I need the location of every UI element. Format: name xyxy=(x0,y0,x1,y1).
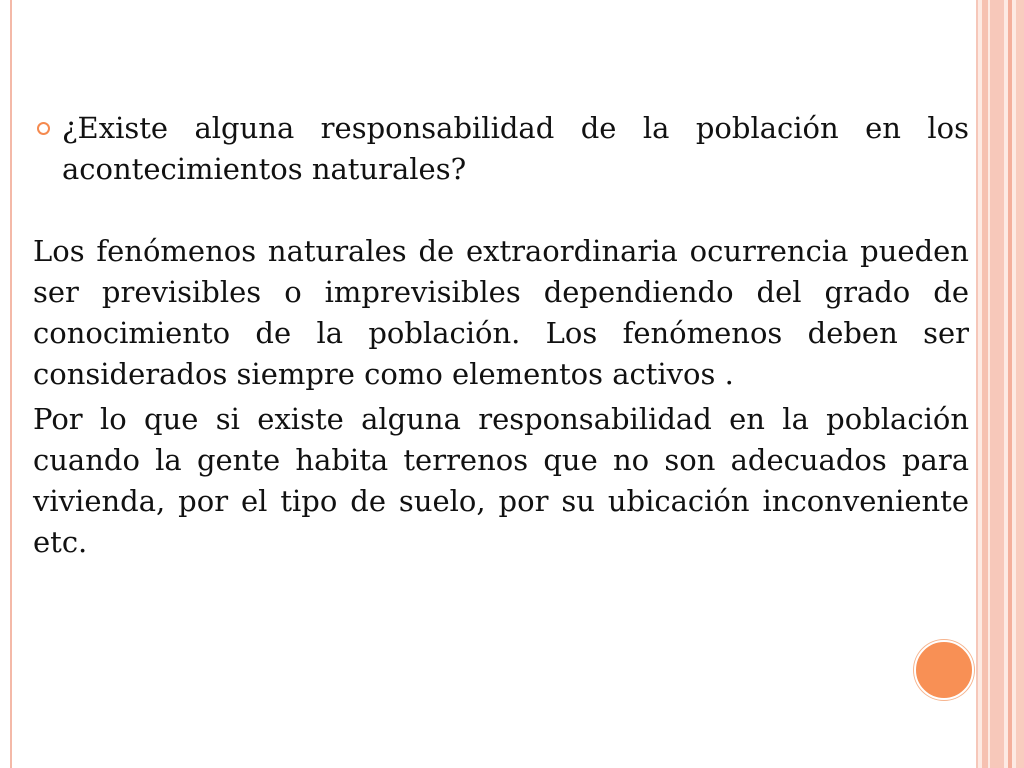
stripe xyxy=(1008,0,1012,768)
slide-content xyxy=(33,108,969,567)
paragraph-1: Los fenómenos naturales de extraordinaria ocurrencia pueden ser previsibles o imprevisibles dependiendo del grado de conocimiento de la población. Los fenómenos deben ser considerados siempre como elementos activos . xyxy=(33,234,969,391)
right-decorative-stripes xyxy=(976,0,1024,768)
stripe xyxy=(982,0,988,768)
orange-circle-decoration xyxy=(914,640,974,700)
stripe xyxy=(976,0,978,768)
stripe xyxy=(990,0,1004,768)
paragraph-2: Por lo que si existe alguna responsabilidad en la población cuando la gente habita terrenos que no son adecuados para vivienda, por el tipo de suelo, por su ubicación inconveniente etc. xyxy=(33,402,969,559)
bullet-question xyxy=(33,108,969,190)
question-text: ¿Existe alguna responsabilidad de la población en los acontecimientos naturales? xyxy=(62,111,969,186)
ring-bullet-icon xyxy=(37,122,50,135)
left-border-line xyxy=(10,0,12,768)
stripe xyxy=(1016,0,1024,768)
